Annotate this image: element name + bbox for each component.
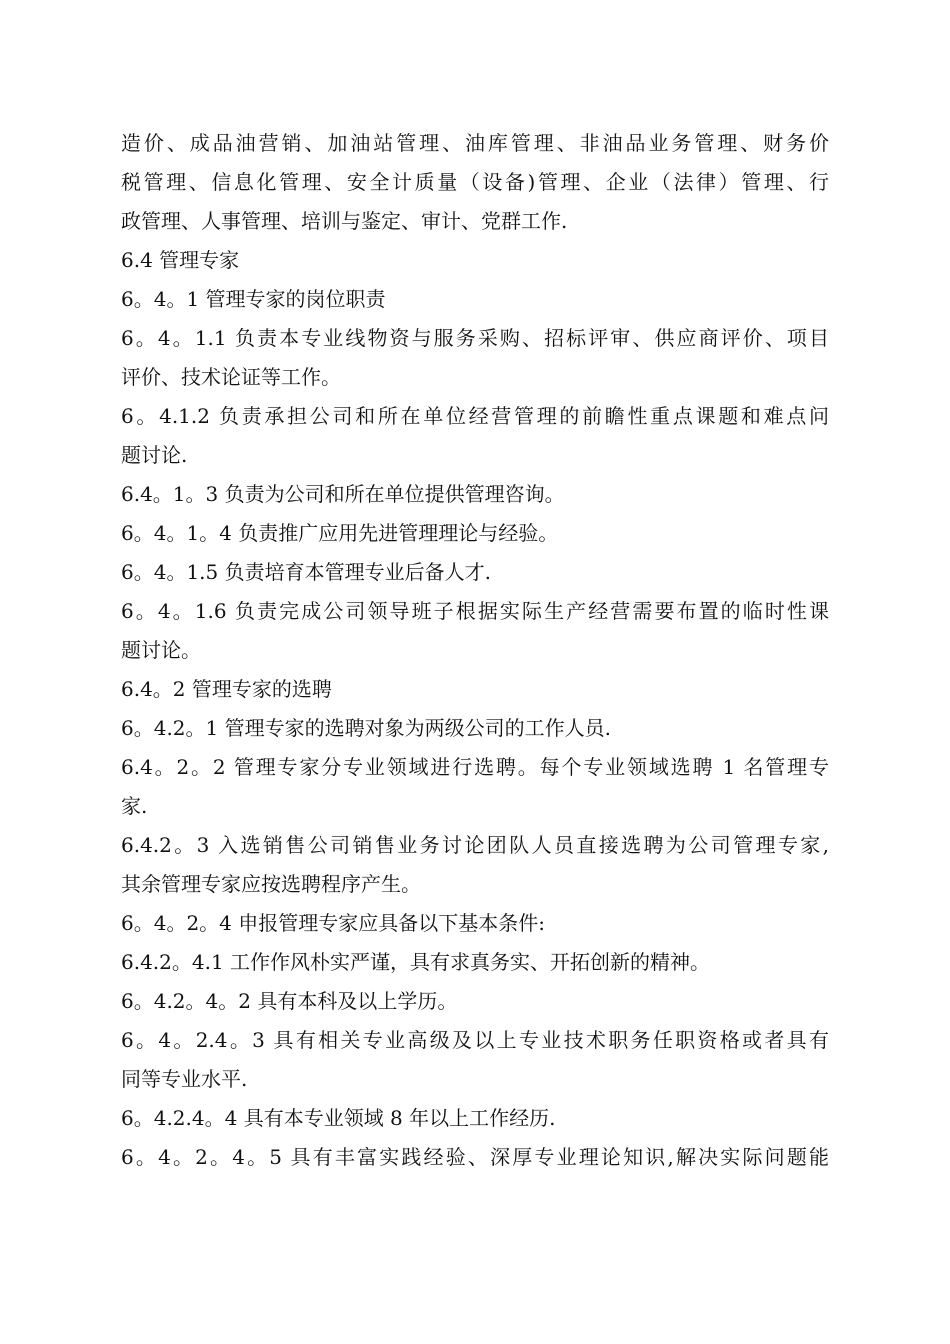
paragraph-line: 6。4。1.1 负责本专业线物资与服务采购、招标评审、供应商评价、项目 (121, 326, 829, 350)
paragraph-line: 6。4。1.6 负责完成公司领导班子根据实际生产经营需要布置的临时性课 (121, 599, 829, 623)
paragraph-line: 6。4.2.4。4 具有本专业领域 8 年以上工作经历. (121, 1106, 556, 1130)
paragraph-line: 6。4。1。4 负责推广应用先进管理理论与经验。 (121, 521, 559, 545)
paragraph-line: 题讨论. (121, 443, 188, 467)
subsection-heading: 6。4。1 管理专家的岗位职责 (121, 287, 386, 311)
paragraph-line: 6。4。2.4。3 具有相关专业高级及以上专业技术职务任职资格或者具有 (121, 1028, 829, 1052)
paragraph-line: 其余管理专家应按选聘程序产生。 (121, 872, 421, 896)
paragraph-line: 6。4.1.2 负责承担公司和所在单位经营管理的前瞻性重点课题和难点问 (121, 404, 829, 428)
paragraph-line: 政管理、人事管理、培训与鉴定、审计、党群工作. (121, 209, 568, 233)
paragraph-line: 6。4.2。1 管理专家的选聘对象为两级公司的工作人员. (121, 716, 611, 740)
paragraph-line: 6.4。1。3 负责为公司和所在单位提供管理咨询。 (121, 482, 565, 506)
paragraph-line: 同等专业水平. (121, 1067, 248, 1091)
paragraph-line: 税管理、信息化管理、安全计质量（设备)管理、企业（法律）管理、行 (121, 170, 829, 194)
paragraph-line: 6.4。2。2 管理专家分专业领域进行选聘。每个专业领域选聘 1 名管理专 (121, 755, 829, 779)
subsection-heading: 6.4。2 管理专家的选聘 (121, 677, 332, 701)
paragraph-line: 6.4.2。3 入选销售公司销售业务讨论团队人员直接选聘为公司管理专家, (121, 833, 829, 857)
document-body (121, 124, 829, 1177)
section-heading: 6.4 管理专家 (121, 248, 240, 272)
paragraph-line: 6。4。2。4。5 具有丰富实践经验、深厚专业理论知识,解决实际问题能 (121, 1145, 829, 1169)
paragraph-line: 6。4。1.5 负责培育本管理专业后备人才. (121, 560, 491, 584)
paragraph-line: 造价、成品油营销、加油站管理、油库管理、非油品业务管理、财务价 (121, 131, 829, 155)
paragraph-line: 题讨论。 (121, 638, 201, 662)
paragraph-line: 6。4。2。4 申报管理专家应具备以下基本条件: (121, 911, 545, 935)
paragraph-line: 评价、技术论证等工作。 (121, 365, 341, 389)
paragraph-line: 6.4.2。4.1 工作作风朴实严谨，具有求真务实、开拓创新的精神。 (121, 950, 711, 974)
paragraph-line: 家. (121, 794, 148, 818)
paragraph-line: 6。4.2。4。2 具有本科及以上学历。 (121, 989, 458, 1013)
